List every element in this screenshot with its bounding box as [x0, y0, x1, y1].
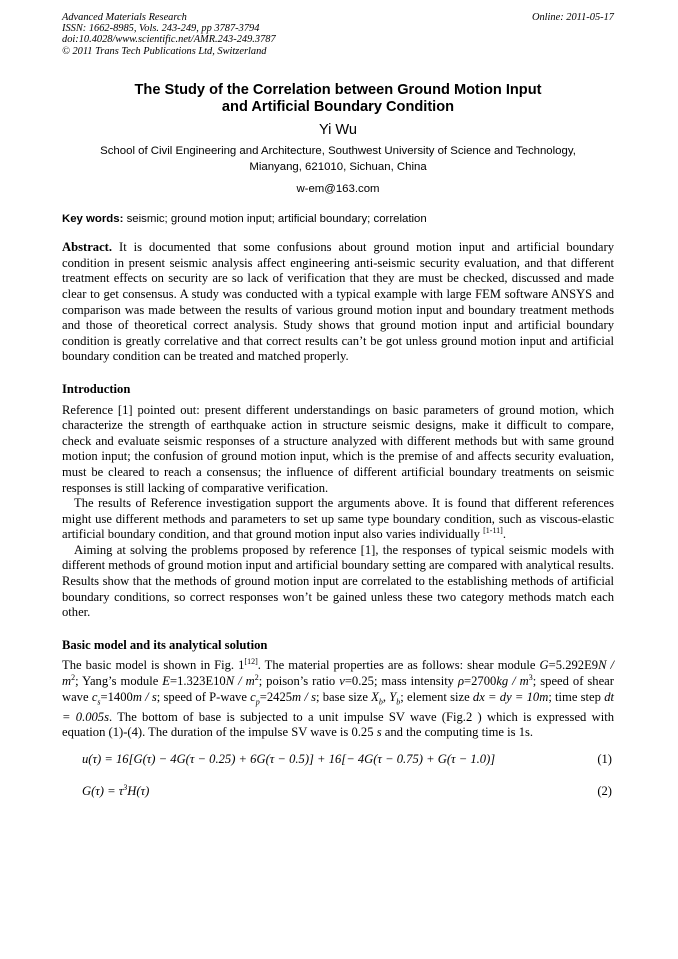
bm-text-9: ; time step — [548, 689, 601, 704]
shear-speed-unit: m / s — [132, 689, 157, 704]
time-step: dt = 0.005s — [62, 689, 614, 724]
intro-p2-end: . — [502, 527, 506, 542]
bm-text-10: . The bottom of base is subjected to a unit impulse SV wave (Fig.2 ) which is expressed with equation (1)-(4). The duration of the impulse SV wave is 0.25 — [62, 709, 614, 740]
basic-model-paragraph: The basic model is shown in Fig. 1[12]. The material properties are as follows: shear module $G=5.292E9N / m^2$; Yang’s module $E=1.323E10N / m^2$; poison’s ratio ν=0.25; mass intensity $\rho=2700kg / m^3$; speed of shear wave $c_s=1400m / s$; speed of P-wave $c_p=2425m / s$; base size $X_b$, $Y_b$; element size dx = dy = 10m; time step dt = 0.005s. The bottom of base is subjected to a unit impulse SV wave (Fig.2 ) which is expressed with equation (1)-(4). The duration of the impulse SV wave is 0.25 s and the computing time is 1s. — [62, 657, 614, 740]
youngs-module-unit: N / m — [225, 674, 255, 689]
keywords — [62, 212, 614, 226]
bm-text-11: and the computing time is 1s. — [384, 725, 534, 740]
shear-speed-value: =1400 — [100, 689, 133, 704]
density-symbol: ρ — [457, 674, 465, 689]
citation-12: [12] — [244, 657, 258, 667]
abstract-label: Abstract. — [62, 240, 113, 255]
intro-paragraph-1: Reference [1] pointed out: present different understandings on basic parameters of ground motion, which characterize the strength of earthquake action in structure seismic designs, make it difficult to compare, check and evaluate seismic responses of a structure analyzed with different methods but with same ground motion input; the confusion of ground motion input, which is the premise of and affects security evaluation, must be cleared to reach a consensus; the influence of different artificial boundary treatments on seismic responses is still lacking of comparative verification. — [62, 402, 614, 495]
equation-2-body-pre: G(τ) = τ — [82, 783, 124, 798]
p-speed-symbol: c — [250, 689, 256, 704]
equation-2-number: (2) — [597, 783, 612, 798]
section-heading-basic-model: Basic model and its analytical solution — [62, 637, 268, 652]
bm-text-2: . The material properties are as follows: shear module — [257, 658, 536, 673]
shear-speed-subscript: s — [97, 697, 101, 707]
issn-line: ISSN: 1662-8985, Vols. 243-249, pp 3787-3794 — [62, 23, 260, 35]
p-speed-value: =2425 — [259, 689, 293, 704]
doi-line: doi:10.4028/www.scientific.net/AMR.243-249.3787 — [62, 34, 276, 46]
keywords-label: Key words: — [62, 213, 124, 226]
bm-text-3: ; Yang’s module — [75, 674, 159, 689]
abstract-text: It is documented that some confusions about ground motion input and artificial boundary condition in present seismic analysis affect engineering anti-seismic security evaluation, and that different treatment effects on security are so lack of verification that they are must be checked, discussed and made clear to get consensus. A study was conducted with a typical example with large FEM software ANSYS and comparison was made between the results of various ground motion input and boundary treatment methods and those of theoretical correct analysis. Study shows that ground motion input and artificial boundary condition is greatly correlative and that correct results can’t be got unless ground motion input and artificial boundary condition can be treated and matched properly. — [62, 240, 614, 364]
affiliation — [52, 144, 624, 175]
intro-p2-text: The results of Reference investigation support the arguments above. It is found that different references might use different methods and parameters to set up same type boundary condition, such as viscous-elastic artificial boundary condition, and that ground motion input also varies individually — [62, 496, 614, 542]
density-unit: kg / m — [496, 674, 529, 689]
shear-module-unit: N / m — [62, 658, 614, 689]
youngs-module-value: =1.323E10 — [170, 674, 226, 689]
shear-module-value: =5.292E9 — [548, 658, 599, 673]
youngs-module-symbol: E — [162, 674, 170, 689]
element-size: dx = dy = 10m — [472, 689, 549, 704]
intro-paragraph-2 — [62, 496, 614, 543]
p-speed-unit: m / s — [292, 689, 317, 704]
equation-1 — [62, 749, 614, 769]
title-line-1: The Study of the Correlation between Ground Motion Input — [134, 82, 542, 98]
duration-unit: s — [376, 725, 382, 740]
paper-page — [62, 12, 614, 801]
poisson-symbol: ν — [339, 674, 345, 689]
base-size-x-sub: b — [378, 697, 383, 707]
copyright-line: © 2011 Trans Tech Publications Ltd, Switzerland — [62, 45, 267, 57]
bm-text-6: ; speed of P-wave — [156, 689, 247, 704]
introduction-body — [62, 403, 614, 621]
basic-model-body — [62, 658, 614, 740]
bm-text-4: ; poison’s ratio — [258, 674, 336, 689]
p-speed-subscript: p — [255, 697, 260, 707]
base-size-y-sub: b — [396, 697, 401, 707]
keywords-text: seismic; ground motion input; artificial boundary; correlation — [126, 213, 427, 226]
author-email[interactable]: w-em@163.com — [296, 183, 380, 196]
abstract — [62, 240, 614, 365]
paper-title — [62, 82, 614, 116]
bm-text-7: ; base size — [316, 689, 368, 704]
section-heading-introduction: Introduction — [62, 381, 131, 396]
equation-2-body-post: H(τ) — [127, 783, 150, 798]
bm-text-8: ; element size — [400, 689, 470, 704]
equation-1-body: u(τ) = 16[G(τ) − 4G(τ − 0.25) + 6G(τ − 0.5)] + 16[− 4G(τ − 0.75) + G(τ − 1.0)] — [82, 751, 496, 766]
poisson-value: =0.25; mass intensity — [344, 674, 454, 689]
affiliation-line-1: School of Civil Engineering and Architecture, Southwest University of Science and Technology, — [100, 145, 576, 157]
bm-text-5: ; speed of shear wave — [62, 674, 614, 704]
equation-1-number: (1) — [597, 751, 612, 766]
base-size-y: Y — [389, 689, 397, 704]
shear-module-symbol: G — [539, 658, 549, 673]
bm-text-1: The basic model is shown in Fig. 1 — [62, 658, 245, 673]
citation-1-11: [1-11] — [483, 526, 503, 536]
density-value: =2700 — [464, 674, 497, 689]
equation-2 — [62, 781, 614, 801]
journal-name: Advanced Materials Research — [62, 12, 187, 23]
title-line-2: and Artificial Boundary Condition — [221, 99, 455, 115]
equation-2-exponent: 3 — [123, 782, 128, 792]
affiliation-line-2: Mianyang, 621010, Sichuan, China — [249, 160, 427, 173]
online-date: Online: 2011-05-17 — [531, 12, 614, 23]
journal-header — [62, 12, 614, 64]
author-name: Yi Wu — [318, 122, 358, 138]
intro-paragraph-3: Aiming at solving the problems proposed by reference [1], the responses of typical seismic models with different methods of ground motion input and artificial boundary setting are compared with analytical results. Results show that the methods of ground motion input are correlated to the establishing methods of artificial boundary conditions, so correct responses won’t be gained unless these two category methods match each other. — [62, 542, 614, 620]
shear-speed-symbol: c — [91, 689, 98, 704]
base-size-x: X — [371, 689, 379, 704]
